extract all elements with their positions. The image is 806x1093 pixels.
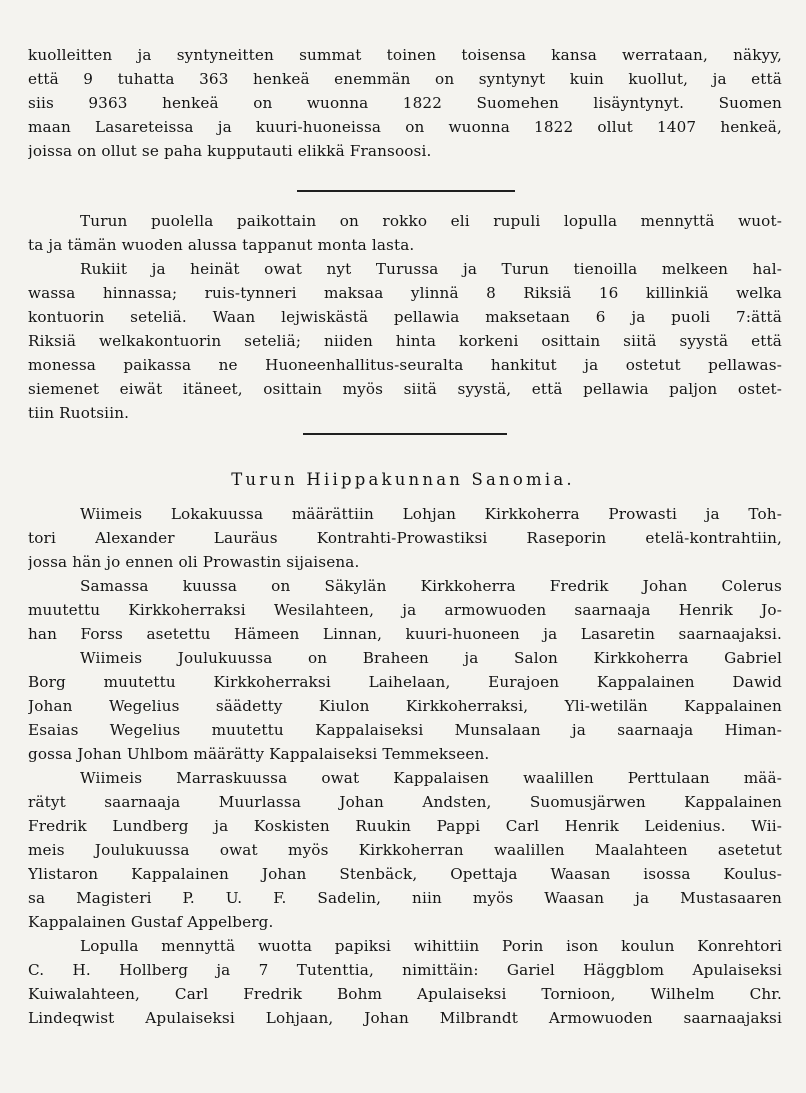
text-line: Rukiit ja heinät owat nyt Turussa ja Turun tienoilla melkeen hal- — [80, 260, 782, 278]
text-line: gossa Johan Uhlbom määrätty Kappalaiseksi Temmekseen. — [28, 745, 490, 763]
text-line: Borg muutettu Kirkkoherraksi Laihelaan, Eurajoen Kappalainen Dawid — [28, 673, 782, 691]
text-line: Ylistaron Kappalainen Johan Stenbäck, Opettaja Waasan isossa Koulus- — [28, 865, 782, 883]
text-line: maan Lasareteissa ja kuuri-huoneissa on wuonna 1822 ollut 1407 henkeä, — [28, 118, 782, 136]
text-line: meis Joulukuussa owat myös Kirkkoherran waalillen Maalahteen asetetut — [28, 841, 782, 859]
text-line: Wiimeis Lokakuussa määrättiin Lohjan Kirkkoherra Prowasti ja Toh- — [80, 505, 782, 523]
text-line: rätyt saarnaaja Muurlassa Johan Andsten, Suomusjärwen Kappalainen — [28, 793, 782, 811]
text-line: ta ja tämän wuoden alussa tappanut monta lasta. — [28, 236, 415, 254]
text-line: Turun puolella paikottain on rokko eli rupuli lopulla mennyttä wuot- — [80, 212, 782, 230]
text-line: han Forss asetettu Hämeen Linnan, kuuri-huoneen ja Lasaretin saarnaajaksi. — [28, 625, 782, 643]
text-line: Esaias Wegelius muutettu Kappalaiseksi Munsalaan ja saarnaaja Himan- — [28, 721, 782, 739]
text-line: Riksiä welkakontuorin seteliä; niiden hinta korkeni osittain siitä syystä että — [28, 332, 782, 350]
text-line: sa Magisteri P. U. F. Sadelin, niin myös Waasan ja Mustasaaren — [28, 889, 782, 907]
text-line: C. H. Hollberg ja 7 Tutenttia, nimittäin: Gariel Häggblom Apulaiseksi — [28, 961, 782, 979]
text-line: Lindeqwist Apulaiseksi Lohjaan, Johan Milbrandt Armowuoden saarnaajaksi — [28, 1009, 782, 1027]
text-line: Johan Wegelius säädetty Kiulon Kirkkoherraksi, Yli-wetilän Kappalainen — [28, 697, 782, 715]
section-divider — [297, 190, 515, 192]
text-line: Lopulla mennyttä wuotta papiksi wihittiin Porin ison koulun Konrehtori — [80, 937, 782, 955]
text-line: kuolleitten ja syntyneitten summat toinen toisensa kansa werrataan, näkyy, — [28, 46, 782, 64]
text-line: Samassa kuussa on Säkylän Kirkkoherra Fredrik Johan Colerus — [80, 577, 782, 595]
text-line: Kuiwalahteen, Carl Fredrik Bohm Apulaiseksi Tornioon, Wilhelm Chr. — [28, 985, 782, 1003]
section-divider — [303, 433, 507, 435]
text-line: muutettu Kirkkoherraksi Wesilahteen, ja armowuoden saarnaaja Henrik Jo- — [28, 601, 782, 619]
text-line: että 9 tuhatta 363 henkeä enemmän on syntynyt kuin kuollut, ja että — [28, 70, 782, 88]
text-line: joissa on ollut se paha kupputauti elikkä Fransoosi. — [28, 142, 432, 160]
text-line: tiin Ruotsiin. — [28, 404, 130, 422]
text-line: jossa hän jo ennen oli Prowastin sijaisena. — [28, 553, 360, 571]
text-line: tori Alexander Lauräus Kontrahti-Prowastiksi Raseporin etelä-kontrahtiin, — [28, 529, 782, 547]
text-line: Wiimeis Marraskuussa owat Kappalaisen waalillen Perttulaan mää- — [80, 769, 782, 787]
text-line: Kappalainen Gustaf Appelberg. — [28, 913, 274, 931]
text-line: siemenet eiwät itäneet, osittain myös siitä syystä, että pellawia paljon ostet- — [28, 380, 782, 398]
text-line: Fredrik Lundberg ja Koskisten Ruukin Pappi Carl Henrik Leidenius. Wii- — [28, 817, 782, 835]
text-line: siis 9363 henkeä on wuonna 1822 Suomehen lisäyntynyt. Suomen — [28, 94, 782, 112]
text-line: kontuorin seteliä. Waan lejwiskästä pellawia maksetaan 6 ja puoli 7:ättä — [28, 308, 782, 326]
text-line: Wiimeis Joulukuussa on Braheen ja Salon Kirkkoherra Gabriel — [80, 649, 782, 667]
section-heading: Turun Hiippakunnan Sanomia. — [231, 470, 575, 489]
text-line: wassa hinnassa; ruis-tynneri maksaa ylinnä 8 Riksiä 16 killinkiä welka — [28, 284, 782, 302]
text-line: monessa paikassa ne Huoneenhallitus-seuralta hankitut ja ostetut pellawas- — [28, 356, 782, 374]
